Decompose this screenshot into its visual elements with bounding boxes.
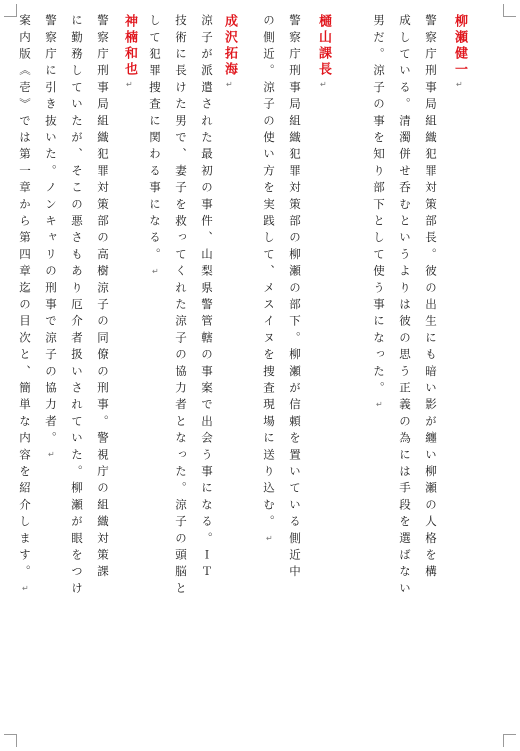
character-name-heading: 樋山課長 bbox=[316, 14, 331, 78]
paragraph-return-icon: ↵ bbox=[320, 80, 327, 89]
paragraph-return-icon: ↵ bbox=[22, 583, 29, 593]
body-text-column: 涼子が派遣された最初の事件、山梨県警管轄の事案で出会う事になる。ＩＴ bbox=[200, 14, 214, 582]
body-text-column: 成している。清濁併せ呑むというよりは彼の思う正義の為には手段を選ばない bbox=[398, 14, 412, 599]
paragraph-return-icon: ↵ bbox=[48, 450, 55, 460]
body-text-column: して犯罪捜査に関わる事になる。 bbox=[148, 14, 162, 265]
crop-mark-bottom-left bbox=[4, 734, 17, 747]
body-text-column: 男だ。涼子の事を知り部下として使う事になった。 bbox=[372, 14, 386, 399]
crop-mark-top-right bbox=[503, 4, 516, 17]
body-text-column: 警察庁刑事局組織犯罪対策部長。彼の出生にも暗い影が纏い柳瀬の人格を構 bbox=[424, 14, 438, 582]
body-text-column: 警察庁刑事局組織犯罪対策部の柳瀬の部下。柳瀬が信頼を置いている側近中 bbox=[288, 14, 302, 582]
body-text-column: 技術に長けた男で、妻子を救ってくれた涼子の協力者となった。涼子の頭脳と bbox=[174, 14, 188, 599]
character-name-heading: 神楠和也 bbox=[122, 14, 137, 78]
character-name-heading: 成沢拓海 bbox=[222, 14, 237, 78]
paragraph-return-icon: ↵ bbox=[126, 80, 133, 89]
body-text-column: に勤務していたが、そこの悪さもあり厄介者扱いされていた。柳瀬が眼をつけ bbox=[70, 14, 84, 599]
paragraph-return-icon: ↵ bbox=[152, 266, 159, 276]
paragraph-return-icon: ↵ bbox=[226, 80, 233, 89]
crop-mark-bottom-right bbox=[503, 734, 516, 747]
character-name-heading: 柳瀬健一 bbox=[452, 14, 467, 78]
body-text-column: の側近。涼子の使い方を実践して、メスイヌを捜査現場に送り込む。 bbox=[262, 14, 276, 532]
paragraph-return-icon: ↵ bbox=[456, 80, 463, 89]
body-text-column: 警察庁に引き抜いた。ノンキャリの刑事で涼子の協力者。 bbox=[44, 14, 58, 449]
body-text-column: 警察庁刑事局組織犯罪対策部の高樹涼子の同僚の刑事。警視庁の組織対策課 bbox=[96, 14, 110, 582]
paragraph-return-icon: ↵ bbox=[266, 533, 273, 543]
paragraph-return-icon: ↵ bbox=[376, 400, 383, 410]
crop-mark-top-left bbox=[4, 4, 17, 17]
body-text-column: 案内版《壱》では第一章から第四章迄の目次と、簡単な内容を紹介します。 bbox=[18, 14, 32, 582]
